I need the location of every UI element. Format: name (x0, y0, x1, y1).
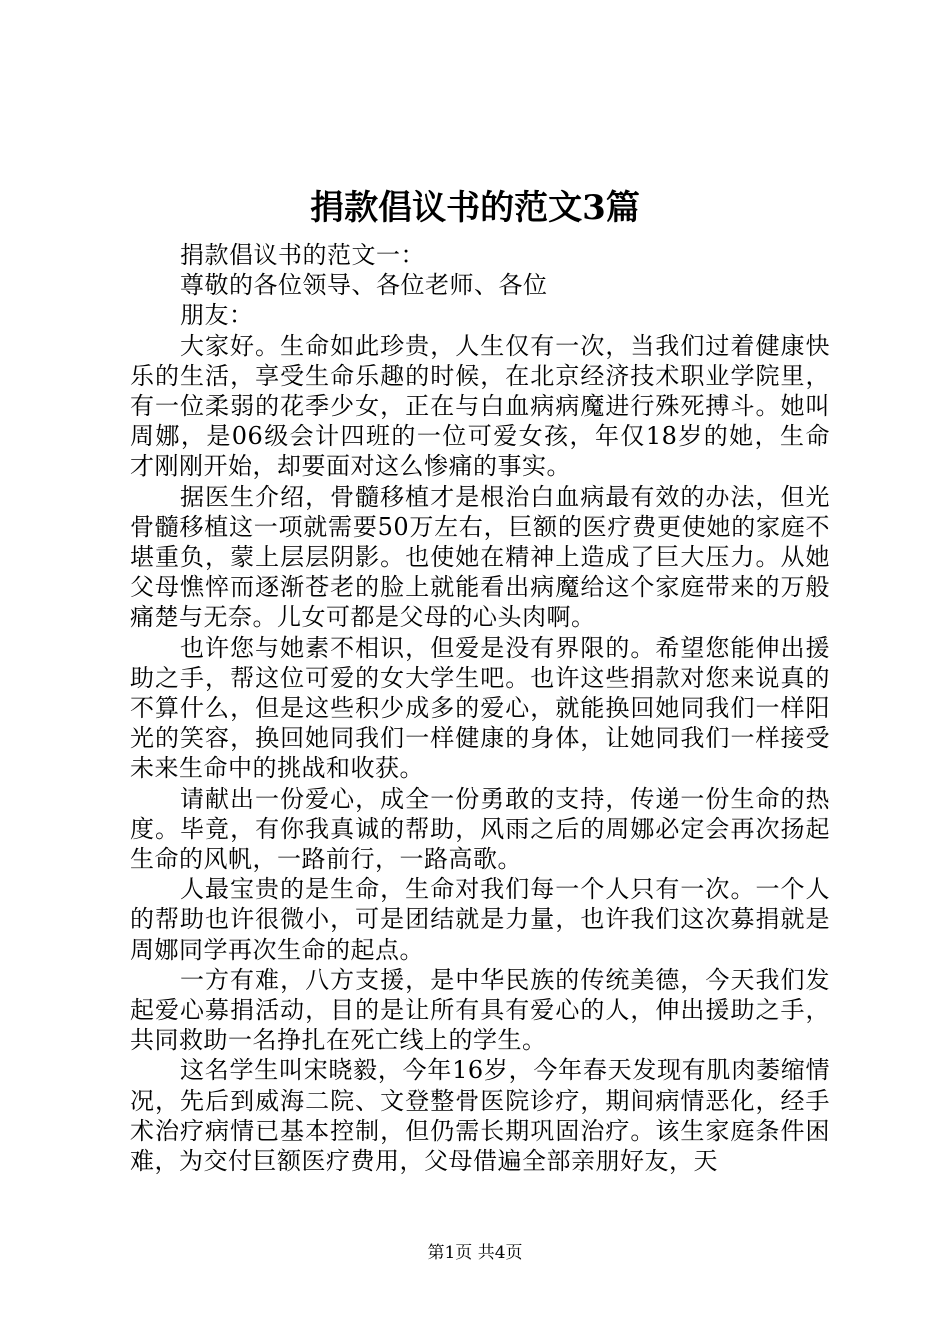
paragraph: 一方有难，八方支援，是中华民族的传统美德，今天我们发起爱心募捐活动，目的是让所有具有爱心的人，伸出援助之手，共同救助一名挣扎在死亡线上的学生。 (130, 965, 830, 1055)
paragraph: 据医生介绍，骨髓移植才是根治白血病最有效的办法，但光骨髓移植这一项就需要50万左右，巨额的医疗费更使她的家庭不堪重负，蒙上层层阴影。也使她在精神上造成了巨大压力。从她父母憔悴而逐渐苍老的脸上就能看出病魔给这个家庭带来的万般痛楚与无奈。儿女可都是父母的心头肉啊。 (130, 482, 830, 632)
document-body (130, 240, 830, 1176)
paragraph: 朋友： (180, 301, 254, 330)
paragraph: 人最宝贵的是生命，生命对我们每一个人只有一次。一个人的帮助也许很微小，可是团结就是力量，也许我们这次募捐就是周娜同学再次生命的起点。 (130, 875, 830, 964)
paragraph: 这名学生叫宋晓毅，今年16岁，今年春天发现有肌肉萎缩情况，先后到威海二院、文登整骨医院诊疗，期间病情恶化，经手术治疗病情已基本控制，但仍需长期巩固治疗。该生家庭条件困难，为交付巨额医疗费用，父母借遍全部亲朋好友，天 (130, 1056, 830, 1176)
paragraph: 请献出一份爱心，成全一份勇敢的支持，传递一份生命的热度。毕竟，有你我真诚的帮助，风雨之后的周娜必定会再次扬起生命的风帆，一路前行，一路高歌。 (130, 784, 830, 874)
page-number-footer: 第1页 共4页 (427, 1243, 523, 1263)
paragraph: 大家好。生命如此珍贵，人生仅有一次，当我们过着健康快乐的生活，享受生命乐趣的时候，在北京经济技术职业学院里，有一位柔弱的花季少女，正在与白血病病魔进行殊死搏斗。她叫周娜，是06级会计四班的一位可爱女孩，年仅18岁的她，生命才刚刚开始，却要面对这么惨痛的事实。 (130, 331, 830, 481)
page-title: 捐款倡议书的范文3篇 (310, 188, 640, 228)
paragraph: 尊敬的各位领导、各位老师、各位 (180, 271, 548, 300)
paragraph: 捐款倡议书的范文一： (180, 241, 425, 269)
paragraph: 也许您与她素不相识，但爱是没有界限的。希望您能伸出援助之手，帮这位可爱的女大学生吧。也许这些捐款对您来说真的不算什么，但是这些积少成多的爱心，就能换回她同我们一样阳光的笑容，换回她同我们一样健康的身体，让她同我们一样接受未来生命中的挑战和收获。 (130, 633, 830, 783)
